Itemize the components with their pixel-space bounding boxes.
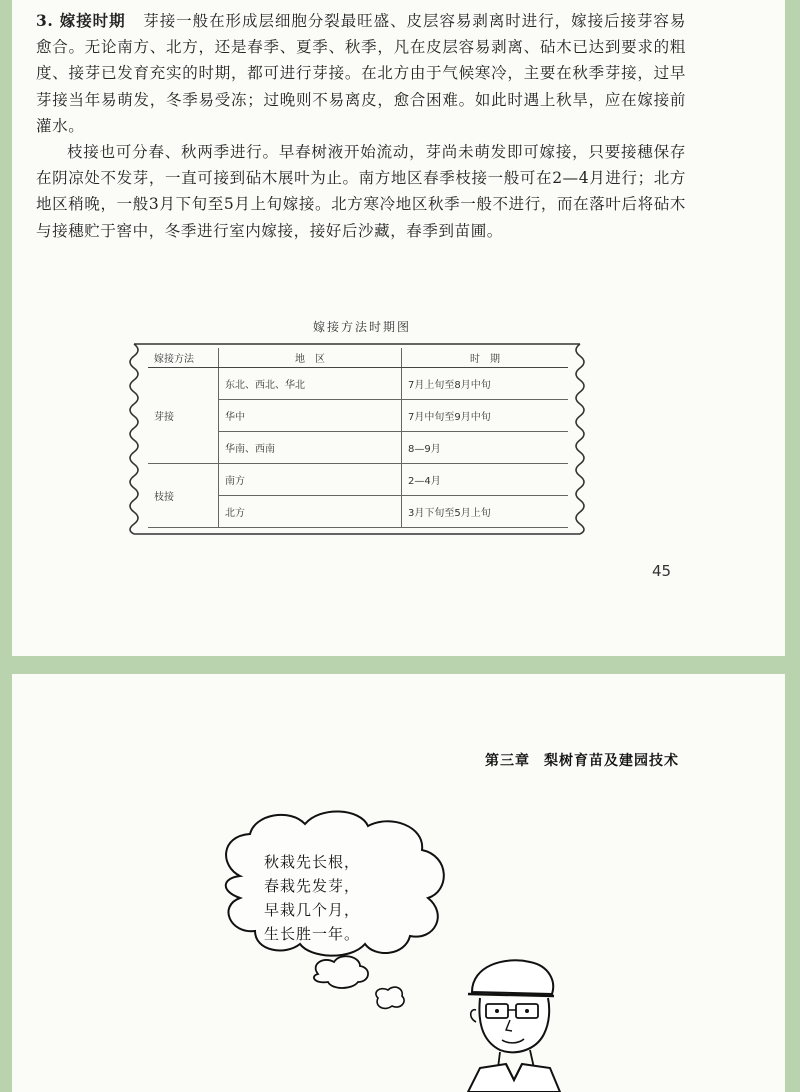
proverb-line: 生长胜一年。 (264, 925, 361, 943)
table-row (148, 464, 568, 496)
body-text (36, 8, 686, 244)
method-cell: 芽接 (148, 368, 219, 464)
proverb-line: 春栽先发芽， (264, 877, 361, 895)
header-period: 时 期 (402, 348, 569, 368)
cartoon-man-icon (450, 952, 570, 1092)
header-method: 嫁接方法 (148, 348, 219, 368)
region-cell: 北方 (219, 496, 402, 528)
region-cell: 华南、西南 (219, 432, 402, 464)
period-cell: 7月上旬至8月中旬 (402, 368, 569, 400)
running-header (485, 750, 693, 770)
table-row (148, 368, 568, 400)
period-cell: 2—4月 (402, 464, 569, 496)
region-cell: 华中 (219, 400, 402, 432)
schedule-table (148, 348, 568, 528)
paragraph-grafting-period (36, 8, 686, 139)
period-cell: 8—9月 (402, 432, 569, 464)
table-caption: 嫁接方法时期图 (312, 320, 411, 334)
period-cell: 3月下旬至5月上旬 (402, 496, 569, 528)
proverb-line: 早栽几个月， (264, 901, 361, 919)
header-region: 地 区 (219, 348, 402, 368)
paragraph-text: 芽接一般在形成层细胞分裂最旺盛、皮层容易剥离时进行，嫁接后接芽容易愈合。无论南方、北方，还是春季、夏季、秋季，凡在皮层容易剥离、砧木已达到要求的粗度、接芽已发育充实的时期，都可进行芽接。在北方由于气候寒冷，主要在秋季芽接，过早芽接当年易萌发，冬季易受冻；过晚则不易离皮，愈合困难。如此时遇上秋旱，应在嫁接前灌水。 (36, 12, 686, 135)
period-cell: 7月中旬至9月中旬 (402, 400, 569, 432)
proverb-text (264, 850, 394, 946)
book-page-45 (12, 0, 785, 656)
section-heading: 3. 嫁接时期 (36, 11, 126, 30)
page-number: 45 (652, 562, 672, 580)
chapter-title: 梨树育苗及建园技术 (544, 753, 679, 769)
table-header-row (148, 348, 568, 368)
region-cell: 东北、西北、华北 (219, 368, 402, 400)
grafting-schedule-table (124, 336, 590, 542)
method-cell: 枝接 (148, 464, 219, 528)
book-page-chapter-three (12, 674, 785, 1092)
region-cell: 南方 (219, 464, 402, 496)
chapter-label: 第三章 (485, 753, 530, 769)
proverb-line: 秋栽先长根， (264, 853, 361, 871)
paragraph-branch-grafting: 枝接也可分春、秋两季进行。早春树液开始流动，芽尚未萌发即可嫁接，只要接穗保存在阴凉处不发芽，一直可接到砧木展叶为止。南方地区春季枝接一般可在2—4月进行；北方地区稍晚，一般3月下旬至5月上旬嫁接。北方寒冷地区秋季一般不进行，而在落叶后将砧木与接穗贮于窖中，冬季进行室内嫁接，接好后沙藏，春季到苗圃。 (36, 143, 686, 240)
